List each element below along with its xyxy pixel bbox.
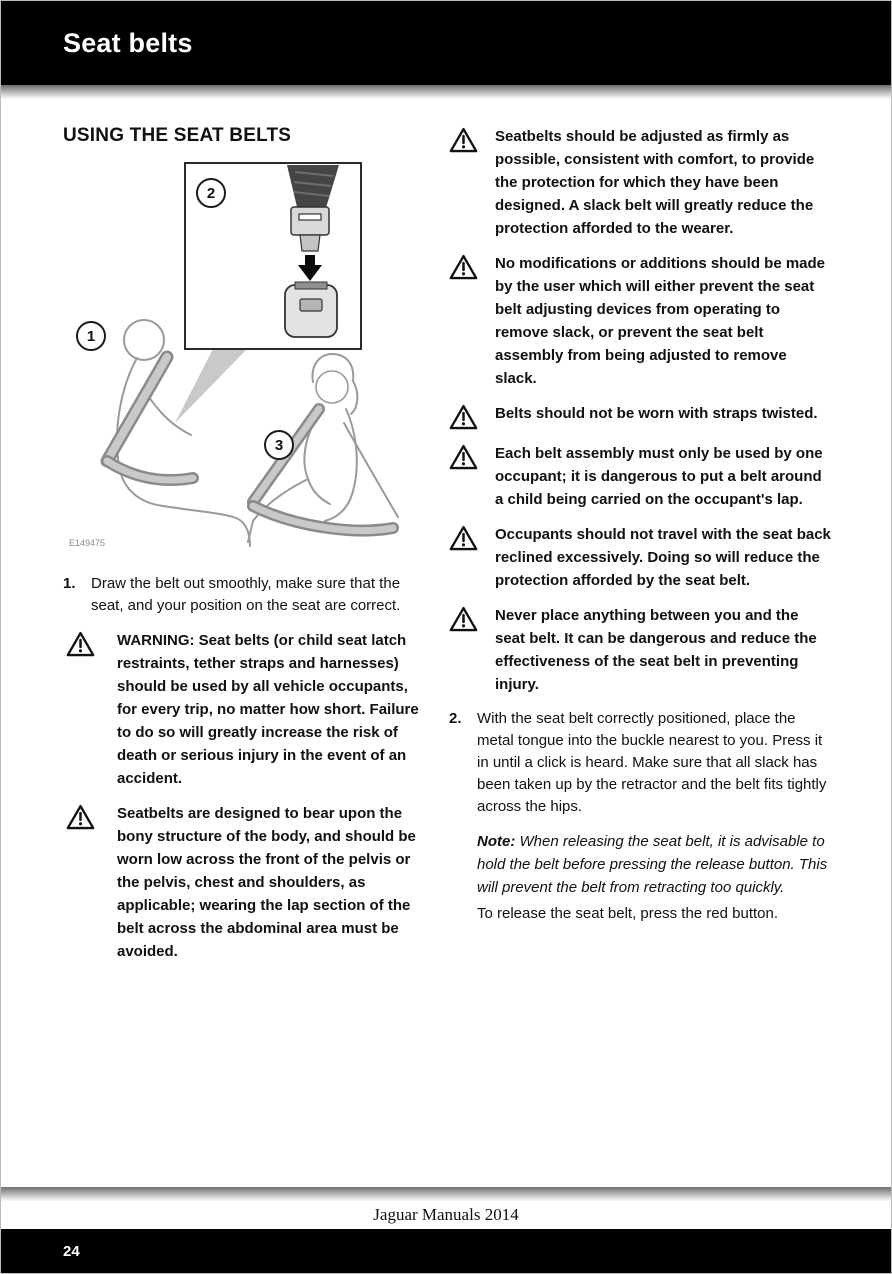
note: [477, 830, 831, 899]
warning-item: [63, 629, 429, 790]
warning-text: Each belt assembly must only be used by one occupant; it is dangerous to put a belt around a child being carried on the occupant's lap.: [495, 445, 823, 508]
warning-text: Seatbelts are designed to bear upon the bony structure of the body, and should be worn low across the front of the pelvis or the pelvis, chest and shoulders, as applicable; wearing the lap section of the belt across the abdominal area must be avoided.: [117, 805, 416, 960]
svg-text:1: 1: [86, 328, 96, 345]
warning-text: WARNING: Seat belts (or child seat latch restraints, tether straps and harnesses) should be used by all vehicle occupants, for every trip, no matter how short. Failure to do so will greatly increase the risk of death or serious injury in the event of an accident.: [117, 632, 419, 787]
warning-item: [449, 402, 831, 430]
note-label: Note:: [477, 833, 516, 850]
warning-text: No modifications or additions should be made by the user which will either prevent the seat belt adjusting devices from operating to remove slack, or prevent the seat belt assembly from being adjusted to remove slack.: [495, 255, 826, 387]
warning-triangle-icon: [66, 802, 95, 963]
left-column: [63, 125, 429, 1187]
warning-triangle-icon: [449, 402, 478, 430]
step-2-text: With the seat belt correctly positioned, place the metal tongue into the buckle nearest to you. Press it in until a click is heard. Make sure that all slack has been taken up by the retractor and the belt fits tightly across the hips.: [477, 710, 827, 815]
warning-item: [449, 252, 831, 390]
page-number: 24: [63, 1242, 80, 1260]
warning-item: [449, 442, 831, 511]
content-area: [1, 99, 891, 1187]
step-1: [63, 573, 429, 617]
release-instruction: To release the seat belt, press the red button.: [477, 905, 779, 922]
step-1-text: Draw the belt out smoothly, make sure that the seat, and your position on the seat are correct.: [91, 575, 401, 614]
step-1-number: 1.: [63, 575, 76, 592]
header-bar: [1, 1, 891, 85]
warning-triangle-icon: [449, 604, 478, 696]
brand-line: Jaguar Manuals 2014: [1, 1201, 891, 1229]
callout-1: [77, 322, 105, 350]
warning-item: [449, 604, 831, 696]
warning-triangle-icon: [66, 629, 95, 790]
note-text: When releasing the seat belt, it is advisable to hold the belt before pressing the release button. This will prevent the belt from retracting too quickly.: [477, 833, 828, 896]
warning-text: Belts should not be worn with straps twisted.: [495, 405, 818, 422]
seatbelt-figure-svg: [63, 161, 426, 553]
seatbelt-illustration: [63, 161, 426, 553]
section-title: USING THE SEAT BELTS: [63, 125, 292, 146]
step-2-number: 2.: [449, 710, 462, 727]
warning-item: [449, 523, 831, 592]
page-title: Seat belts: [63, 27, 193, 58]
warning-item: [63, 802, 429, 963]
figure-code: E149475: [69, 538, 106, 548]
warning-triangle-icon: [449, 252, 478, 390]
right-column: [449, 125, 831, 1187]
svg-text:2: 2: [206, 185, 216, 202]
warning-text: Seatbelts should be adjusted as firmly as possible, consistent with comfort, to provide the protection for which they have been designed. A slack belt will greatly reduce the protection afforded to the wearer.: [495, 128, 815, 237]
warning-triangle-icon: [449, 442, 478, 511]
callout-wedge: [175, 349, 247, 423]
callout-2: [197, 179, 225, 207]
callout-3: [265, 431, 293, 459]
pregnant-seatbelt-straps: [253, 409, 393, 530]
step-2: [449, 708, 831, 818]
warning-item: [449, 125, 831, 240]
seatbelt-straps: [107, 357, 193, 480]
svg-text:3: 3: [274, 437, 284, 454]
warning-text: Never place anything between you and the seat belt. It can be dangerous and reduce the effectiveness of the seat belt in preventing injury.: [495, 607, 817, 693]
footer-divider: [1, 1187, 891, 1201]
warning-triangle-icon: [449, 125, 478, 240]
warning-text: Occupants should not travel with the seat back reclined excessively. Doing so will reduce the protection afforded by the seat belt.: [495, 526, 831, 589]
warning-triangle-icon: [449, 523, 478, 592]
footer-bar: [1, 1229, 891, 1273]
header-divider: [1, 85, 891, 99]
